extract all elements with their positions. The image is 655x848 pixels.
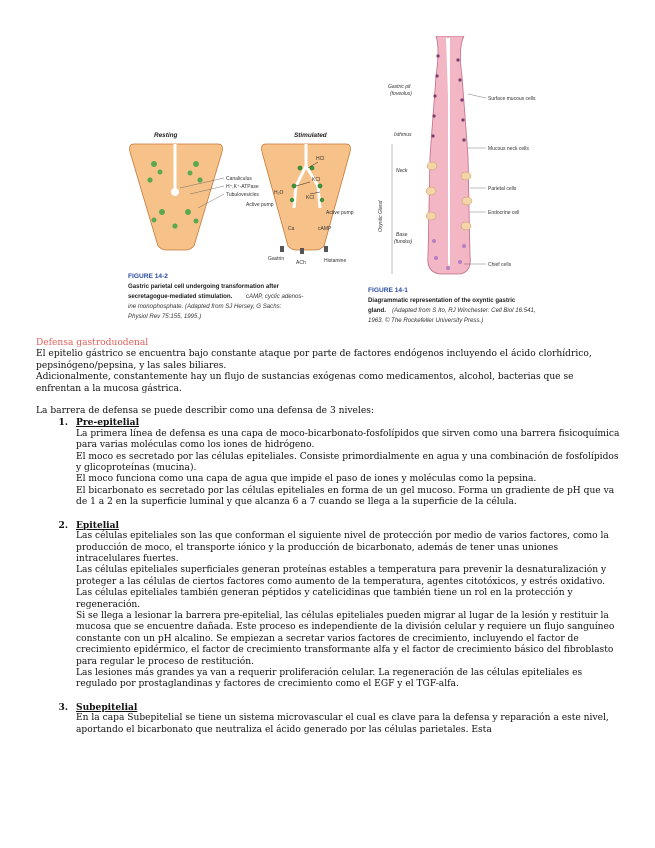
hcl-label: HCl	[316, 156, 325, 162]
tubulovesicles-label: Tubulovesicles	[226, 192, 259, 198]
subepitelial-body	[76, 713, 621, 736]
h2o-label: H₂O	[274, 190, 284, 196]
camp-label: cAMP	[318, 226, 332, 232]
fundus-label: (fundus)	[394, 239, 413, 245]
list-heading-epitelial: Epitelial	[76, 519, 119, 531]
list-number-2: 2.	[58, 519, 68, 531]
figure-right-caption-1: Diagrammatic representation of the oxyntic gastric	[368, 297, 516, 304]
chief-label: Chief cells	[488, 262, 512, 268]
epitelial-paragraph: Las células epiteliales superficiales generan proteínas estables a temperatura para prevenir la desnaturalización y proteger a las células de ciertos factores como aumento de la temperatura, agentes citotóxicos, y estrés oxidativo.	[76, 565, 607, 587]
pre-epitelial-paragraph: El moco funciona como una capa de agua que impide el paso de iones y moléculas como la pepsina.	[76, 474, 537, 485]
list-heading-subepitelial: Subepitelial	[76, 701, 138, 713]
resting-canaliculus	[171, 188, 179, 196]
panel-resting-label: Resting	[154, 132, 178, 139]
mucous-neck-label: Mucous neck cells	[488, 146, 529, 152]
figure-right-caption-4: 1963. © The Rockefeller University Press.)	[368, 317, 484, 324]
pre-epitelial-paragraph: El bicarbonato es secretado por las células epiteliales en forma de un gel mucoso. Forma un gradiente de pH que va de 1 a 2 en la superficie luminal y que alcanza 6 a 7 cuando se llega a la superficie de la célula.	[76, 485, 615, 508]
surface-mucous-label: Surface mucous cells	[488, 96, 536, 102]
endocrine-label: Endocrine cell	[488, 210, 520, 216]
gastric-pit-label: Gastric pit	[388, 84, 411, 90]
canaliculus-label: Canaliculus	[226, 176, 252, 182]
figure-right-caption-2: gland.	[368, 307, 386, 314]
parietal-label: Parietal cells	[488, 186, 517, 192]
list-item-subepitelial	[36, 702, 621, 713]
parietal-cell-diagram	[128, 128, 356, 333]
figure-left-number: FIGURE 14-2	[128, 273, 168, 280]
intro-paragraph-3: La barrera de defensa se puede describir como una defensa de 3 niveles:	[36, 406, 374, 417]
base-label: Base	[396, 232, 408, 238]
active-pump-label: Active pump	[246, 202, 274, 208]
list-number-3: 3.	[58, 701, 68, 713]
kcl-label: KCl	[312, 177, 321, 183]
atpase-label: H⁺,K⁺-ATPase	[226, 184, 259, 190]
figure-left-caption-1: Gastric parietal cell undergoing transformation after	[128, 283, 280, 290]
list-item-pre-epitelial	[36, 417, 621, 428]
list-item-epitelial	[36, 520, 621, 531]
figure-left-caption-2: secretagogue-mediated stimulation.	[128, 293, 233, 300]
epitelial-paragraph: Las células epiteliales también generan péptidos y catelicidinas que también tiene un rol en la protección y regeneración.	[76, 588, 573, 610]
figure-left-caption-5: Physiol Rev 75:155, 1995.)	[128, 313, 202, 320]
histamine-label: Histamine	[324, 258, 347, 264]
active-pump-label-2: Active pump	[326, 210, 354, 216]
section-title: Defensa gastroduodenal	[36, 338, 149, 348]
document-body	[36, 338, 621, 736]
list-heading-pre-epitelial: Pre-epitelial	[76, 417, 140, 429]
panel-stimulated-label: Stimulated	[294, 132, 327, 139]
intro-paragraph-2: Adicionalmente, constantemente hay un flujo de sustancias exógenas como medicamentos, alcohol, bacterias que se enfrentan a la mucosa gástrica.	[36, 372, 574, 394]
figure-right-caption-3: (Adapted from S Ito, RJ Winchester: Cell Biol 16:541,	[392, 307, 536, 314]
epitelial-body	[76, 531, 621, 691]
isthmus-label: Isthmus	[394, 132, 412, 138]
figure-right-number: FIGURE 14-1	[368, 287, 408, 294]
foveolus-label: (foveolus)	[390, 91, 412, 97]
epitelial-paragraph: Las lesiones más grandes ya van a requerir proliferación celular. La regeneración de las células epiteliales es regulado por prostaglandinas y factores de crecimiento como el EGF y el TGF-alfa.	[76, 667, 583, 690]
oxyntic-gland-label: Oxyntic Gland	[378, 200, 384, 232]
ca-label: Ca	[288, 226, 295, 232]
gastrin-label: Gastrin	[268, 256, 285, 262]
subepitelial-paragraph: En la capa Subepitelial se tiene un sistema microvascular el cual es clave para la defensa y reparación a este nivel, aportando el bicarbonato que neutraliza el ácido generado por las células parietales. Esta	[76, 713, 609, 735]
pre-epitelial-body	[76, 429, 621, 509]
list-number-1: 1.	[58, 417, 68, 429]
kcl-label-2: KCl	[306, 195, 315, 201]
neck-label: Neck	[396, 168, 408, 174]
ach-label: ACh	[296, 260, 306, 266]
pre-epitelial-paragraph: La primera línea de defensa es una capa de moco-bicarbonato-fosfolípidos que sirven como una barrera fisicoquímica para varias moléculas como los iones de hidrógeno.	[76, 428, 620, 451]
figure-oxyntic-gland	[368, 36, 620, 336]
oxyntic-gland-diagram	[368, 36, 620, 336]
epitelial-paragraph: Si se llega a lesionar la barrera pre-epitelial, las células epiteliales pueden migrar al lugar de la lesión y restituir la mucosa que se encuentre dañada. Este proceso es independiente de la división celular y requiere un flujo sanguíneo constante con un pH alcalino. Se empiezan a secretar varios factores de crecimiento, incluyendo el factor de crecimiento epidérmico, el factor de crecimiento transformante alfa y el factor de crecimiento básico del fibroblasto para regular le proceso de restitución.	[76, 610, 615, 667]
figure-left-caption-3: cAMP, cyclic adenos-	[246, 293, 304, 300]
epitelial-paragraph: Las células epiteliales son las que conforman el siguiente nivel de protección por medio de varios factores, como la producción de moco, el transporte iónico y la producción de bicarbonato, además de tener unas uniones intracelulares fuertes.	[76, 531, 609, 564]
pre-epitelial-paragraph: El moco es secretado por las células epiteliales. Consiste primordialmente en agua y una combinación de fosfolípidos y glicoproteínas (mucina).	[76, 451, 619, 474]
intro-paragraph-1: El epitelio gástrico se encuentra bajo constante ataque por parte de factores endógenos incluyendo el ácido clorhídrico, pepsinógeno/pepsina, y las sales biliares.	[36, 349, 592, 371]
figure-parietal-cell	[128, 128, 356, 333]
figure-left-caption-4: ine monophosphate. (Adapted from SJ Hersey, G Sachs:	[128, 303, 282, 310]
